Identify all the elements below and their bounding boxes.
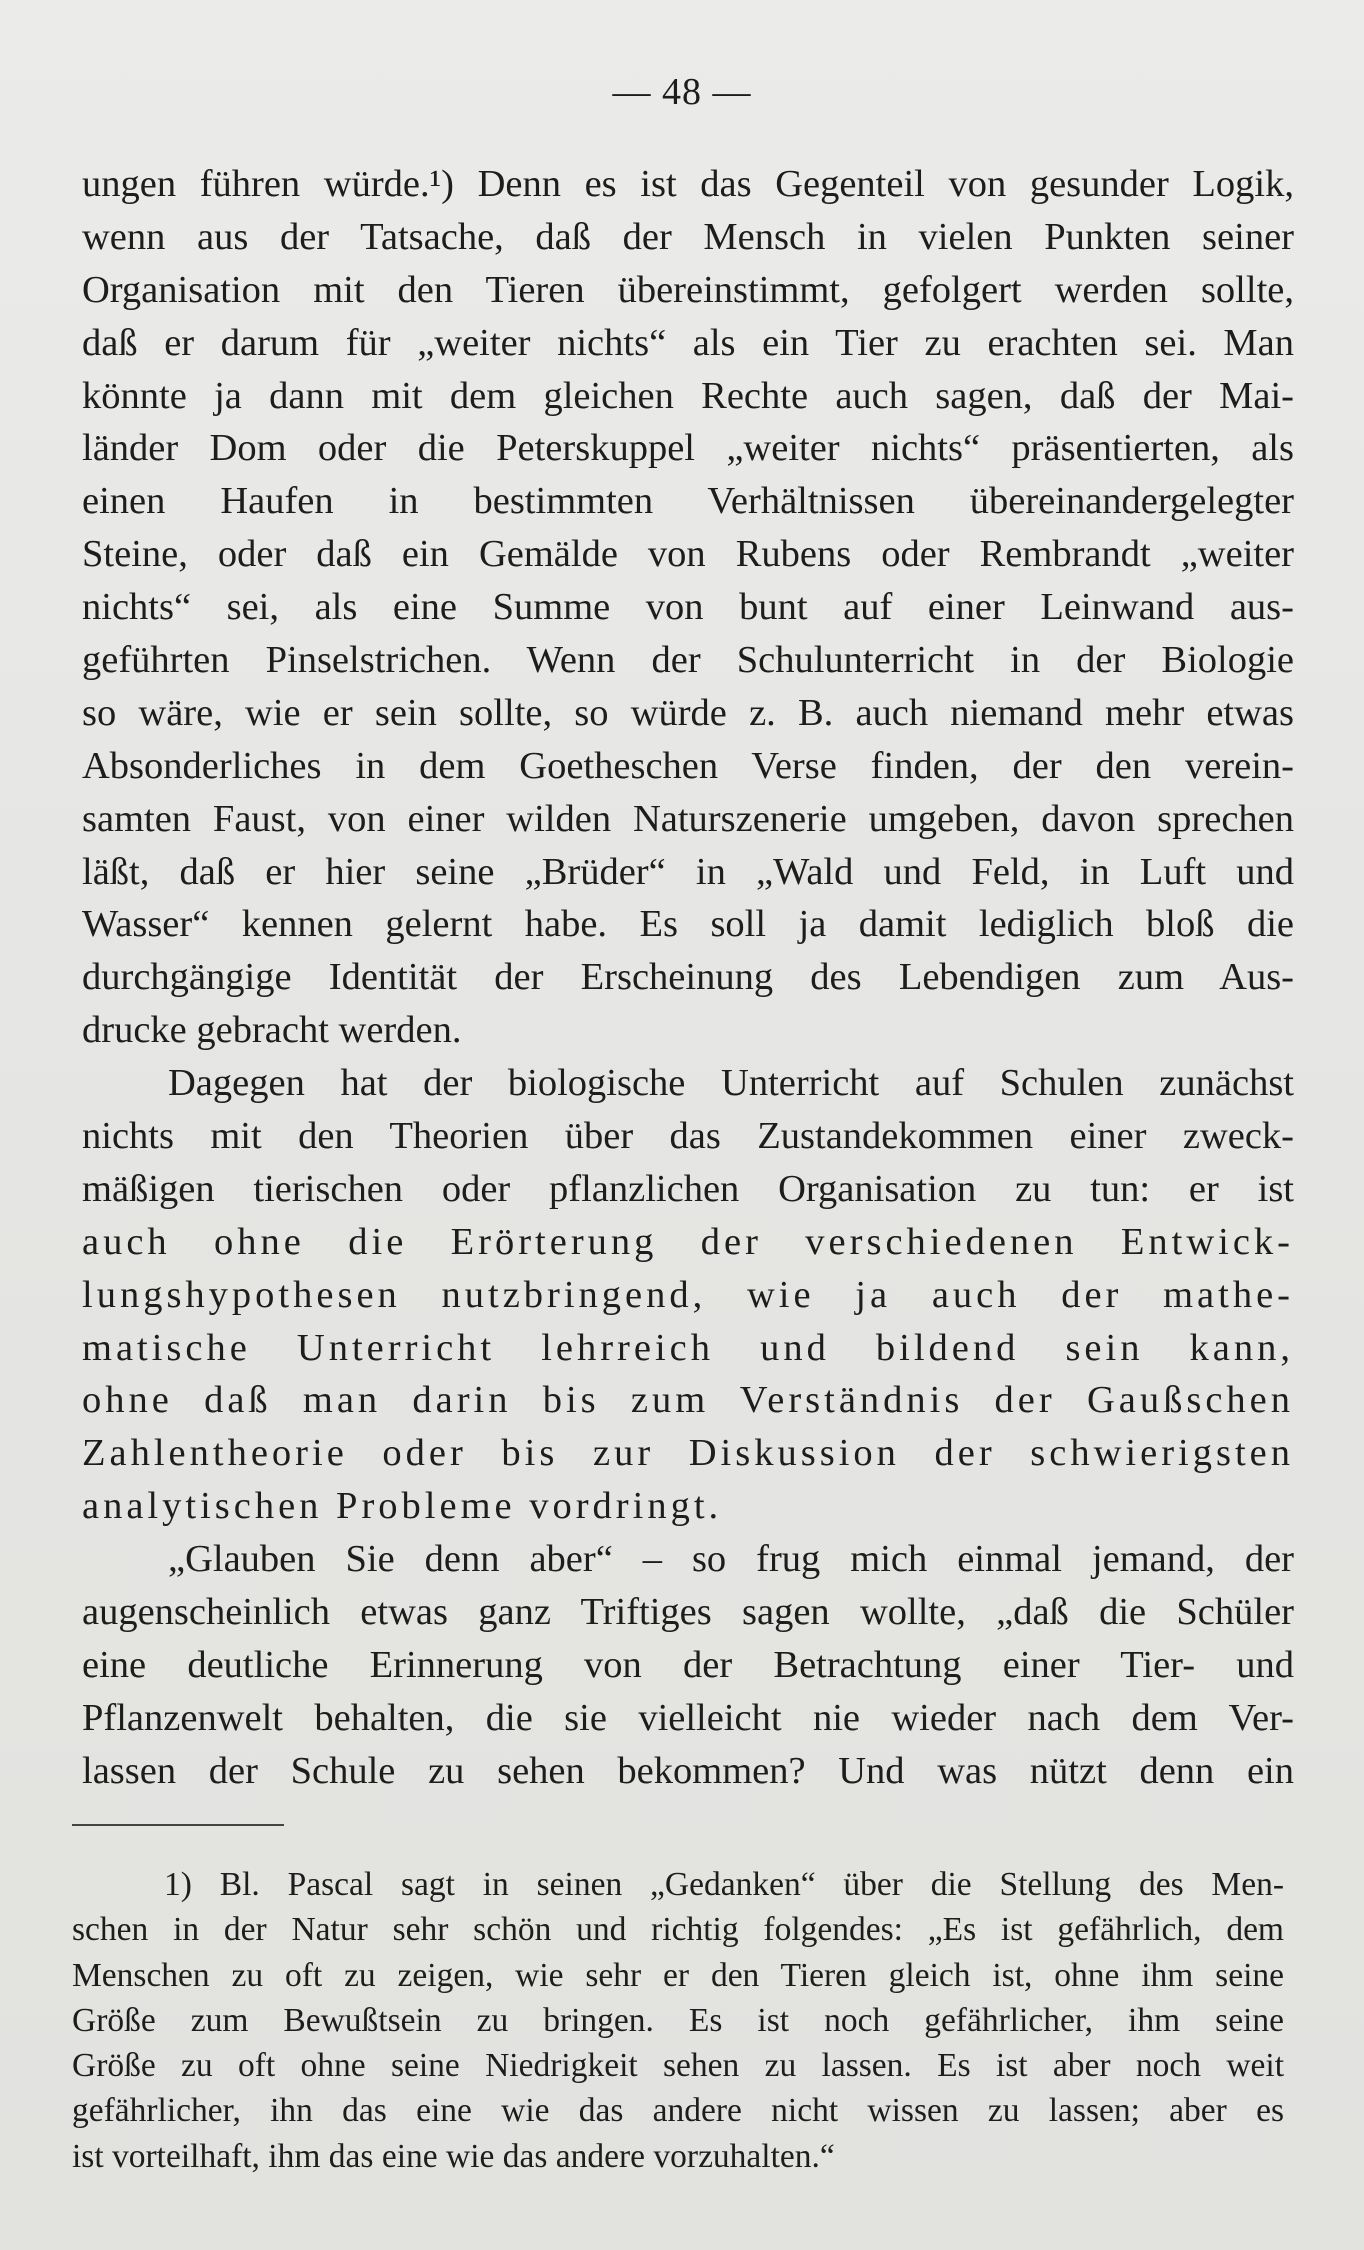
footnote-line: Größe zu oft ohne seine Niedrigkeit sehen zu lassen. Es ist aber noch weit	[72, 2047, 1284, 2085]
text-line: durchgängige Identität der Erscheinung des Lebendigen zum Aus-	[82, 956, 1294, 999]
text-line: drucke gebracht werden.	[82, 1009, 462, 1052]
text-line: analytischen Probleme vordringt.	[82, 1485, 723, 1528]
footnote-line: ist vorteilhaft, ihm das eine wie das andere vorzuhalten.“	[72, 2137, 835, 2175]
text-line: matische Unterricht lehrreich und bildend sein kann,	[82, 1326, 1294, 1369]
footnote-line: 1) Bl. Pascal sagt in seinen „Gedanken“ über die Stellung des Men-	[164, 1866, 1284, 1903]
text-line: nichts mit den Theorien über das Zustandekommen einer zweck-	[82, 1115, 1294, 1158]
text-line: könnte ja dann mit dem gleichen Rechte auch sagen, daß der Mai-	[82, 374, 1294, 417]
text-line: Zahlentheorie oder bis zur Diskussion der schwierigsten	[82, 1432, 1294, 1475]
text-line: Steine, oder daß ein Gemälde von Rubens oder Rembrandt „weiter	[82, 533, 1294, 576]
text-line: Absonderliches in dem Goetheschen Verse finden, der den verein-	[82, 744, 1294, 787]
text-line: nichts“ sei, als eine Summe von bunt auf einer Leinwand aus-	[82, 586, 1294, 629]
footnote-line: Menschen zu oft zu zeigen, wie sehr er den Tieren gleich ist, ohne ihm seine	[72, 1956, 1284, 1994]
text-line: läßt, daß er hier seine „Brüder“ in „Wald und Feld, in Luft und	[82, 850, 1294, 893]
text-line: Wasser“ kennen gelernt habe. Es soll ja damit lediglich bloß die	[82, 903, 1294, 946]
text-line: einen Haufen in bestimmten Verhältnissen übereinandergelegter	[82, 480, 1294, 523]
footnote-line: gefährlicher, ihn das eine wie das andere nicht wissen zu lassen; aber es	[72, 2092, 1284, 2130]
text-line: augenscheinlich etwas ganz Triftiges sagen wollte, „daß die Schüler	[82, 1591, 1294, 1634]
text-line: länder Dom oder die Peterskuppel „weiter nichts“ präsentierten, als	[82, 427, 1294, 470]
text-line: mäßigen tierischen oder pflanzlichen Organisation zu tun: er ist	[82, 1167, 1294, 1210]
text-line: lassen der Schule zu sehen bekommen? Und was nützt denn ein	[82, 1749, 1294, 1792]
text-line: eine deutliche Erinnerung von der Betrachtung einer Tier- und	[82, 1643, 1294, 1686]
page-number: — 48 —	[612, 71, 752, 113]
text-line: geführten Pinselstrichen. Wenn der Schulunterricht in der Biologie	[82, 639, 1294, 682]
footnote-line: schen in der Natur sehr schön und richtig folgendes: „Es ist gefährlich, dem	[72, 1911, 1284, 1949]
text-line: daß er darum für „weiter nichts“ als ein Tier zu erachten sei. Man	[82, 321, 1294, 364]
text-line: wenn aus der Tatsache, daß der Mensch in vielen Punkten seiner	[82, 215, 1294, 258]
text-line: Organisation mit den Tieren übereinstimmt, gefolgert werden sollte,	[82, 268, 1294, 311]
text-line: so wäre, wie er sein sollte, so würde z. B. auch niemand mehr etwas	[82, 691, 1294, 734]
text-line: Pflanzenwelt behalten, die sie vielleicht nie wieder nach dem Ver-	[82, 1696, 1294, 1739]
text-line: lungshypothesen nutzbringend, wie ja auch der mathe-	[82, 1273, 1294, 1316]
text-line: ohne daß man darin bis zum Verständnis der Gaußschen	[82, 1379, 1294, 1422]
text-line: ungen führen würde.¹) Denn es ist das Gegenteil von gesunder Logik,	[82, 163, 1294, 205]
text-line: Dagegen hat der biologische Unterricht auf Schulen zunächst	[168, 1062, 1294, 1105]
main-text	[82, 158, 1294, 1798]
footnote-line: Größe zum Bewußtsein zu bringen. Es ist noch gefährlicher, ihm seine	[72, 2001, 1284, 2039]
footnote	[72, 1862, 1284, 2179]
text-line: samten Faust, von einer wilden Naturszenerie umgeben, davon sprechen	[82, 797, 1294, 840]
text-line: „Glauben Sie denn aber“ – so frug mich einmal jemand, der	[168, 1538, 1294, 1581]
text-line: auch ohne die Erörterung der verschiedenen Entwick-	[82, 1220, 1294, 1263]
footnote-divider	[72, 1824, 284, 1826]
